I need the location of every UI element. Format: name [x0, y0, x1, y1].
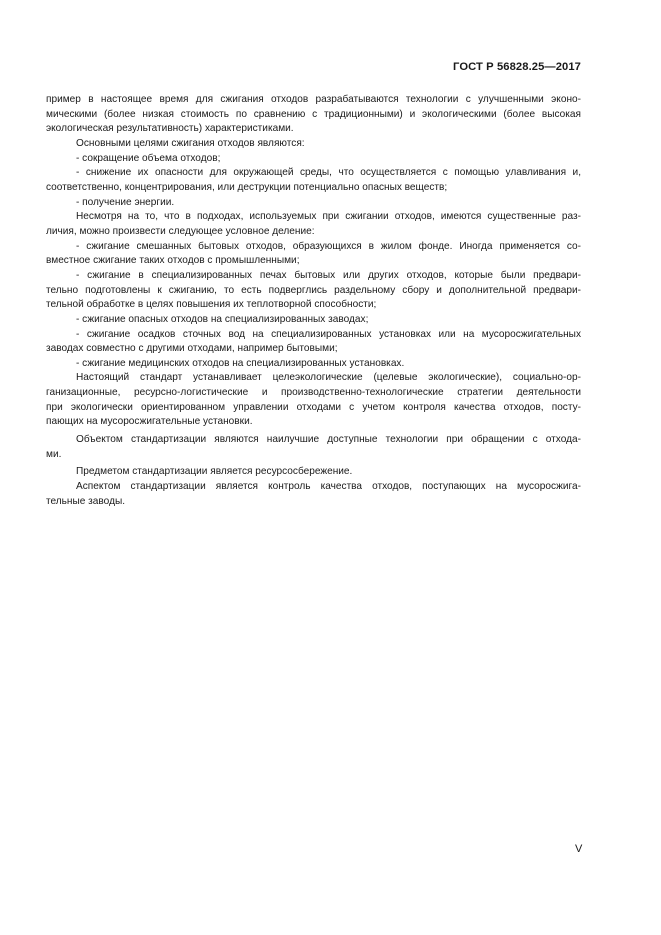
text-line: тельные заводы.	[46, 495, 126, 507]
text-line: вместное сжигание таких отходов с промышленными;	[46, 255, 300, 267]
text-line: Основными целями сжигания отходов являются:	[76, 137, 305, 149]
text-line: Объектом стандартизации являются наилучшие доступные технологии при обращении с отхода-	[76, 434, 581, 446]
text-line: Аспектом стандартизации является контроль качества отходов, поступающих на мусоросжига-	[76, 481, 581, 493]
text-line: - сжигание в специализированных печах бытовых или других отходов, которые были предвари-	[76, 269, 581, 281]
text-line: пающих на мусоросжигательные установки.	[46, 416, 253, 428]
text-line: - сжигание опасных отходов на специализированных заводах;	[76, 313, 369, 325]
text-line: личия, можно произвести следующее условное деление:	[46, 225, 315, 237]
text-line: ганизационные, ресурсно-логистические и производственно-технологические стратегии деятельности	[46, 387, 581, 399]
text-line: мическими (более низкая стоимость по сравнению с традиционными) и экологическими (более высокая	[46, 108, 581, 120]
text-line: - сжигание медицинских отходов на специализированных установках.	[76, 357, 405, 369]
text-line: - снижение их опасности для окружающей среды, что осуществляется с помощью улавливания и,	[76, 167, 581, 179]
body-text	[46, 93, 581, 509]
text-line: - сокращение объема отходов;	[76, 152, 221, 164]
page-number: V	[575, 843, 583, 855]
text-line: заводах совместно с другими отходами, например бытовыми;	[46, 343, 338, 355]
text-line: Настоящий стандарт устанавливает целеэкологические (целевые экологические), социально-ор-	[76, 372, 581, 384]
text-line: Предметом стандартизации является ресурсосбережение.	[76, 466, 353, 478]
text-line: пример в настоящее время для сжигания отходов разрабатываются технологии с улучшенными эконо-	[46, 94, 581, 105]
document-code-header: ГОСТ Р 56828.25—2017	[453, 61, 581, 73]
text-line: ми.	[46, 448, 62, 460]
text-line: - получение энергии.	[76, 196, 175, 208]
text-line: Несмотря на то, что в подходах, используемых при сжигании отходов, имеются существенные раз-	[76, 211, 581, 223]
text-line: экологическая результативность) характеристиками.	[46, 123, 294, 135]
text-line: тельной обработке в целях повышения их теплотворной способности;	[46, 299, 377, 311]
text-line: - сжигание осадков сточных вод на специализированных установках или на мусоросжигательных	[76, 328, 581, 340]
text-line: тельно подготовлены к сжиганию, то есть подверглись раздельному сбору и дополнительной предвари-	[46, 284, 581, 296]
text-line: - сжигание смешанных бытовых отходов, образующихся в жилом фонде. Иногда применяется со-	[76, 240, 581, 252]
text-line: при экологически ориентированном управлении отходами с учетом контроля качества отходов, посту-	[46, 401, 581, 413]
text-line: соответственно, концентрирования, или деструкции потенциально опасных веществ;	[46, 181, 448, 193]
